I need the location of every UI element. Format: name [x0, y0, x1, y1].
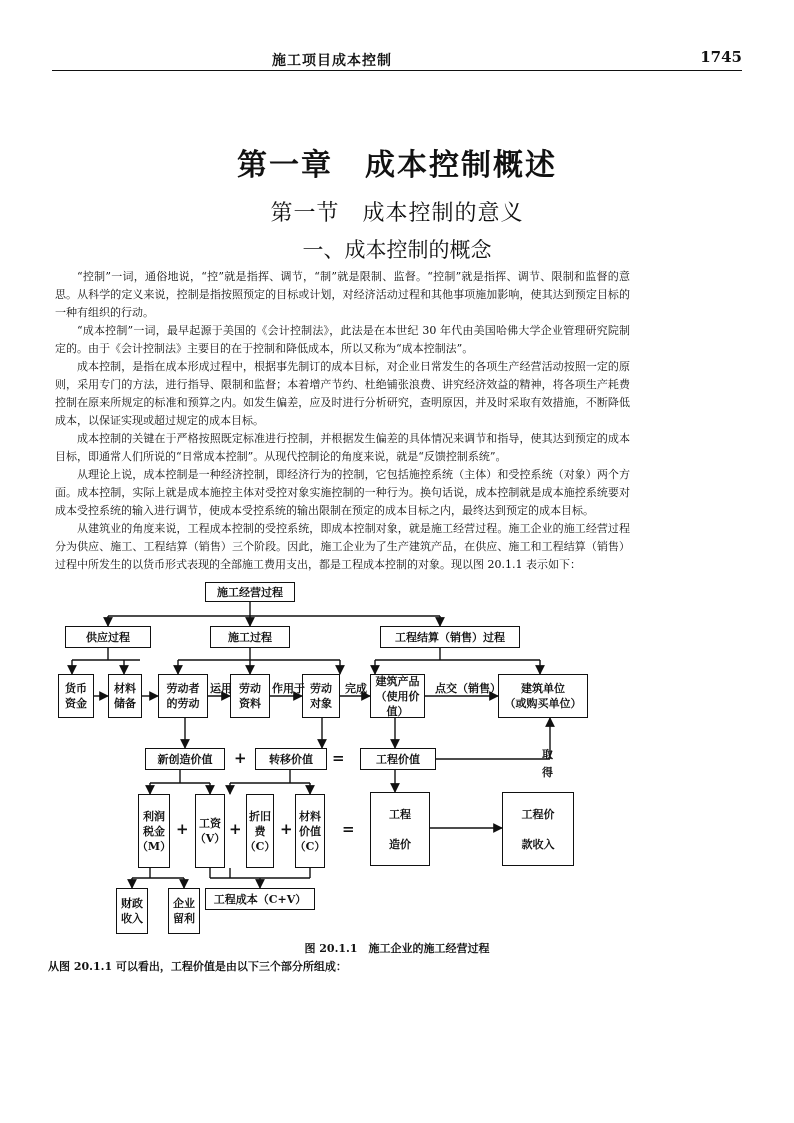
construction-stage-box [210, 626, 290, 648]
subsection-title: 一、成本控制的概念 [302, 238, 492, 262]
engineering-cost-box [205, 888, 315, 910]
material-value-line2: 价值 [299, 824, 321, 838]
header-rule [52, 70, 742, 71]
labour-object-line2: 对象 [310, 697, 332, 710]
engineering-value-label: 工程价值 [376, 752, 420, 766]
building-unit-line2: （或购买单位） [504, 697, 582, 710]
body-text [55, 268, 630, 574]
paragraph: 成本控制，是指在成本形成过程中，根据事先制订的成本目标，对企业日常发生的各项生产经营活动按照一定的原则，采用专门的方法，进行指导、限制和监督；本着增产节约、杜绝铺张浪费、讲究经济效益的精神，将各项生产耗费控制在原来所规定的标准和预算之内。如发生偏差，应及时进行分析研究，查明原因，并及时采取有效措施，不断降低成本，以保证实现或超过规定的成本目标。 [55, 360, 630, 427]
wages-line1: 工资 [199, 817, 221, 830]
wages-box [195, 794, 225, 868]
settlement-stage-label: 工程结算（销售）过程 [395, 630, 505, 644]
fiscal-income-line1: 财政 [121, 897, 143, 910]
running-header [52, 48, 742, 70]
enterprise-retained-line2: 留利 [173, 912, 195, 925]
engineering-cost-price-box [370, 792, 430, 866]
profit-tax-line3: （M） [136, 839, 172, 853]
arrow-label-use: 运用 [210, 682, 232, 695]
arrow-label-obtain-2: 得 [542, 766, 553, 779]
new-value-box [145, 748, 225, 770]
equals-sign: = [332, 749, 345, 767]
arrow-label-complete: 完成 [345, 682, 367, 695]
top-process-box [205, 582, 295, 602]
depreciation-line1: 折旧 [249, 809, 271, 823]
paragraph: 成本控制的关键在于严格按照既定标准进行控制，并根据发生偏差的具体情况来调节和指导，使其达到预定的成本目标，即通常人们所说的“日常成本控制”。从现代控制论的角度来说，就是“反馈控制系统”。 [55, 432, 630, 463]
plus-sign: + [176, 820, 189, 838]
flow-diagram [50, 578, 750, 948]
chapter-title: 第一章 成本控制概述 [237, 148, 557, 183]
wages-line2: （V） [194, 832, 226, 845]
building-product-line2: （使用价值） [375, 689, 420, 718]
depreciation-box [246, 794, 274, 868]
fiscal-income-line2: 收入 [121, 912, 143, 925]
engineering-cost-label: 工程成本（C+V） [213, 892, 307, 906]
top-process-label: 施工经营过程 [217, 585, 283, 599]
paragraph: 从理论上说，成本控制是一种经济控制，即经济行为的控制，它包括施控系统（主体）和受控系统（对象）两个方面。成本控制，实际上就是成本施控主体对受控对象实施控制的一种行为。换句话说，成本控制就是成本施控系统要对成本受控系统的输入进行调节，使成本受控系统的输出限制在预定的成本目标之内，最终达到预定的成本目标。 [55, 468, 630, 517]
settlement-stage-box [380, 626, 520, 648]
labourer-line2: 的劳动 [166, 697, 200, 710]
profit-tax-line2: 税金 [143, 824, 165, 838]
material-reserve-box [108, 674, 142, 718]
monetary-funds-line2: 资金 [65, 697, 87, 710]
labour-object-line1: 劳动 [310, 682, 332, 695]
engineering-value-box [360, 748, 436, 770]
labour-material-line1: 劳动 [239, 682, 261, 695]
material-value-box [295, 794, 325, 868]
engineering-payment-line2: 款收入 [521, 837, 555, 851]
figure-caption: 图 20.1.1 施工企业的施工经营过程 [304, 942, 490, 955]
equals-sign: = [342, 820, 355, 838]
section-title: 第一节 成本控制的意义 [270, 201, 524, 226]
construction-stage-label: 施工过程 [228, 630, 272, 644]
building-product-box [370, 674, 425, 718]
labourer-line1: 劳动者 [166, 682, 200, 695]
material-reserve-line2: 储备 [114, 697, 136, 710]
arrow-label-deliver: 点交（销售） [435, 682, 501, 695]
arrow-label-obtain-1: 取 [542, 748, 553, 761]
plus-sign: + [234, 749, 247, 767]
engineering-cost-price-line1: 工程 [389, 807, 411, 821]
labour-object-box [302, 674, 340, 718]
building-unit-line1: 建筑单位 [521, 682, 565, 695]
paragraph: “控制”一词，通俗地说，“控”就是指挥、调节，“制”就是限制、监督。“控制”就是指挥、调节、限制和监督的意思。从科学的定义来说，控制是指按照预定的目标或计划，对经济活动过程和其他事项施加影响，使其达到预定目标的一种有组织的行动。 [55, 270, 630, 319]
engineering-cost-price-line2: 造价 [389, 837, 411, 851]
arrow-label-act: 作用于 [272, 682, 305, 695]
engineering-payment-box [502, 792, 574, 866]
enterprise-retained-line1: 企业 [173, 897, 195, 910]
paragraph: “成本控制”一词，最早起源于美国的《会计控制法》，此法是在本世纪 30 年代由美国哈佛大学企业管理研究院制定的。由于《会计控制法》主要目的在于控制和降低成本，所以又称为“成本控制法”。 [55, 324, 630, 355]
material-reserve-line1: 材料 [114, 682, 136, 695]
paragraph: 从建筑业的角度来说，工程成本控制的受控系统，即成本控制对象，就是施工经营过程。施工企业的施工经营过程分为供应、施工、工程结算（销售）三个阶段。因此，施工企业为了生产建筑产品，在供应、施工和工程结算（销售）过程中所发生的以货币形式表现的全部施工费用支出，都是工程成本控制的对象。现以图 20.1.1 表示如下： [55, 522, 630, 571]
monetary-funds-box [58, 674, 94, 718]
new-value-label: 新创造价值 [157, 752, 213, 766]
depreciation-line3: （C） [244, 839, 276, 853]
enterprise-retained-box [168, 888, 200, 934]
engineering-payment-line1: 工程价 [521, 807, 555, 821]
transfer-value-box [255, 748, 327, 770]
after-figure-text: 从图 20.1.1 可以看出，工程价值是由以下三个部分所组成： [48, 960, 347, 973]
page-number: 1745 [700, 48, 742, 66]
plus-sign: + [280, 820, 293, 838]
supply-stage-label: 供应过程 [86, 630, 130, 644]
profit-tax-line1: 利润 [143, 809, 165, 823]
plus-sign: + [229, 820, 242, 838]
profit-tax-box [138, 794, 170, 868]
material-value-line3: （C） [294, 839, 326, 853]
transfer-value-label: 转移价值 [269, 752, 313, 766]
supply-stage-box [65, 626, 151, 648]
labour-material-line2: 资料 [239, 697, 261, 710]
material-value-line1: 材料 [299, 809, 321, 823]
fiscal-income-box [116, 888, 148, 934]
building-unit-box [498, 674, 588, 718]
running-title: 施工项目成本控制 [272, 53, 392, 69]
monetary-funds-line1: 货币 [65, 682, 87, 695]
labourer-box [158, 674, 208, 718]
building-product-line1: 建筑产品 [375, 674, 420, 688]
depreciation-line2: 费 [254, 824, 266, 838]
labour-material-box [230, 674, 270, 718]
